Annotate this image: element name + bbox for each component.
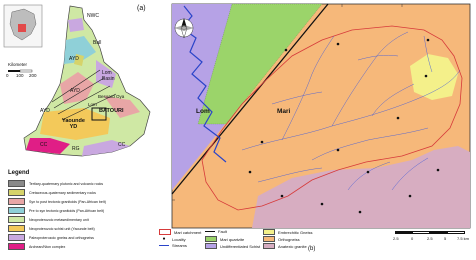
regional-geology-map bbox=[0, 0, 160, 170]
legend-label: Locality bbox=[172, 236, 186, 242]
scale-title: Kilometer bbox=[8, 62, 28, 67]
place-label-nwc: NWC bbox=[87, 13, 99, 19]
legend-label: Neoproterozoic schist unit (Yaounde belt) bbox=[29, 226, 95, 231]
legend-item bbox=[8, 207, 104, 214]
study-area-legend bbox=[159, 229, 472, 254]
legend-swatch bbox=[8, 198, 25, 206]
legend-item bbox=[263, 243, 307, 249]
legend-swatch bbox=[8, 180, 25, 188]
km-scale-tick: 2.5 bbox=[393, 236, 399, 241]
legend-swatch bbox=[8, 207, 25, 215]
study-area-map bbox=[162, 0, 476, 230]
legend-title: Legend bbox=[8, 170, 30, 176]
legend-swatch bbox=[8, 189, 25, 197]
place-label-batouri: BATOURI bbox=[99, 108, 124, 114]
legend-swatch bbox=[263, 243, 275, 249]
place-label-besoard-oya: Besoard Oya bbox=[98, 94, 125, 99]
legend-item bbox=[263, 229, 312, 235]
place-label-ball: Ball bbox=[93, 40, 102, 46]
legend-swatch bbox=[8, 216, 25, 224]
place-label-lom: Lom bbox=[88, 102, 97, 107]
place-label-rg: RG bbox=[72, 146, 80, 152]
legend-label: Cretaceous-quaternary sedimentary rocks bbox=[29, 190, 96, 195]
scale-bar bbox=[8, 70, 32, 72]
legend-item bbox=[159, 243, 187, 248]
legend-item bbox=[8, 198, 106, 205]
locality-icon: ● bbox=[162, 236, 166, 242]
legend-label: Embrechitic Gneiss bbox=[278, 229, 313, 235]
study-area-panel bbox=[162, 0, 476, 260]
place-label-ayd-3: AYD bbox=[40, 108, 50, 114]
legend-item bbox=[8, 180, 103, 187]
region-label-lom: Lom bbox=[196, 108, 210, 115]
place-label-ayd-2: AYD bbox=[70, 88, 80, 94]
legend-label: Anatexic granite bbox=[278, 243, 307, 249]
legend-swatch bbox=[8, 225, 25, 233]
legend-item bbox=[205, 236, 244, 242]
legend-item bbox=[8, 189, 96, 196]
legend-label: Pre to syn tectonic granitoids (Pan-African belt) bbox=[29, 208, 105, 213]
regional-geology-panel bbox=[0, 0, 160, 260]
legend-swatch bbox=[159, 229, 171, 235]
legend-label: Orthogneiss bbox=[278, 236, 300, 242]
place-label-cc-2: CC bbox=[118, 142, 126, 148]
legend-swatch bbox=[8, 243, 25, 251]
legend-swatch bbox=[263, 229, 275, 235]
legend-label: Paleoproterozoic gneiss and orthogneiss bbox=[29, 235, 94, 240]
region-label-mari: Mari bbox=[277, 108, 291, 115]
legend-label: Streams bbox=[172, 243, 187, 248]
scale-tick-1: 100 bbox=[16, 73, 24, 78]
legend-item bbox=[205, 243, 260, 249]
place-label-ayd-1: AYD bbox=[69, 56, 79, 62]
legend-item bbox=[8, 225, 95, 232]
scale-tick-2: 200 bbox=[29, 73, 37, 78]
legend-item bbox=[205, 229, 227, 234]
fault-line-icon bbox=[205, 231, 215, 232]
legend-item bbox=[8, 234, 94, 241]
legend-item bbox=[8, 243, 65, 250]
legend-swatch bbox=[205, 243, 217, 249]
legend-label: Neoproterozoic metasedimentary unit bbox=[29, 217, 89, 222]
legend-item bbox=[159, 236, 186, 242]
legend-label: Undifferentiated Schist bbox=[220, 243, 261, 249]
place-label-lom-basin: Lom Basin bbox=[102, 70, 115, 82]
legend-label: Mari quartzite bbox=[220, 236, 245, 242]
legend-swatch bbox=[263, 236, 275, 242]
legend-item bbox=[263, 236, 300, 242]
km-scale-tick: 7.5 km bbox=[457, 236, 470, 241]
legend-item bbox=[159, 229, 201, 235]
scale-tick-0: 0 bbox=[6, 73, 9, 78]
legend-swatch bbox=[205, 236, 217, 242]
legend-label: Fault bbox=[218, 229, 227, 234]
km-scale-tick: 2.5 bbox=[427, 236, 433, 241]
legend-label: Syn to post tectonic granitoids (Pan-African belt) bbox=[29, 199, 106, 204]
panel-b-label: (b) bbox=[308, 246, 316, 252]
legend-label: Tertiary-quaternary plutonic and volcanic rocks bbox=[29, 181, 104, 186]
place-label-yaounde: Yaounde YD bbox=[62, 118, 85, 130]
km-scale-tick: 5 bbox=[444, 236, 447, 241]
legend-item bbox=[8, 216, 89, 223]
panel-a-label: (a) bbox=[137, 5, 146, 12]
legend-swatch bbox=[8, 234, 25, 242]
legend-label: Archean/Nton complex bbox=[29, 244, 66, 249]
stream-line-icon bbox=[159, 245, 169, 246]
legend-label: Mari catchment bbox=[174, 229, 202, 235]
km-scale-tick: 0 bbox=[411, 236, 414, 241]
place-label-cc-1: CC bbox=[40, 142, 48, 148]
km-scale-bar bbox=[395, 231, 465, 234]
